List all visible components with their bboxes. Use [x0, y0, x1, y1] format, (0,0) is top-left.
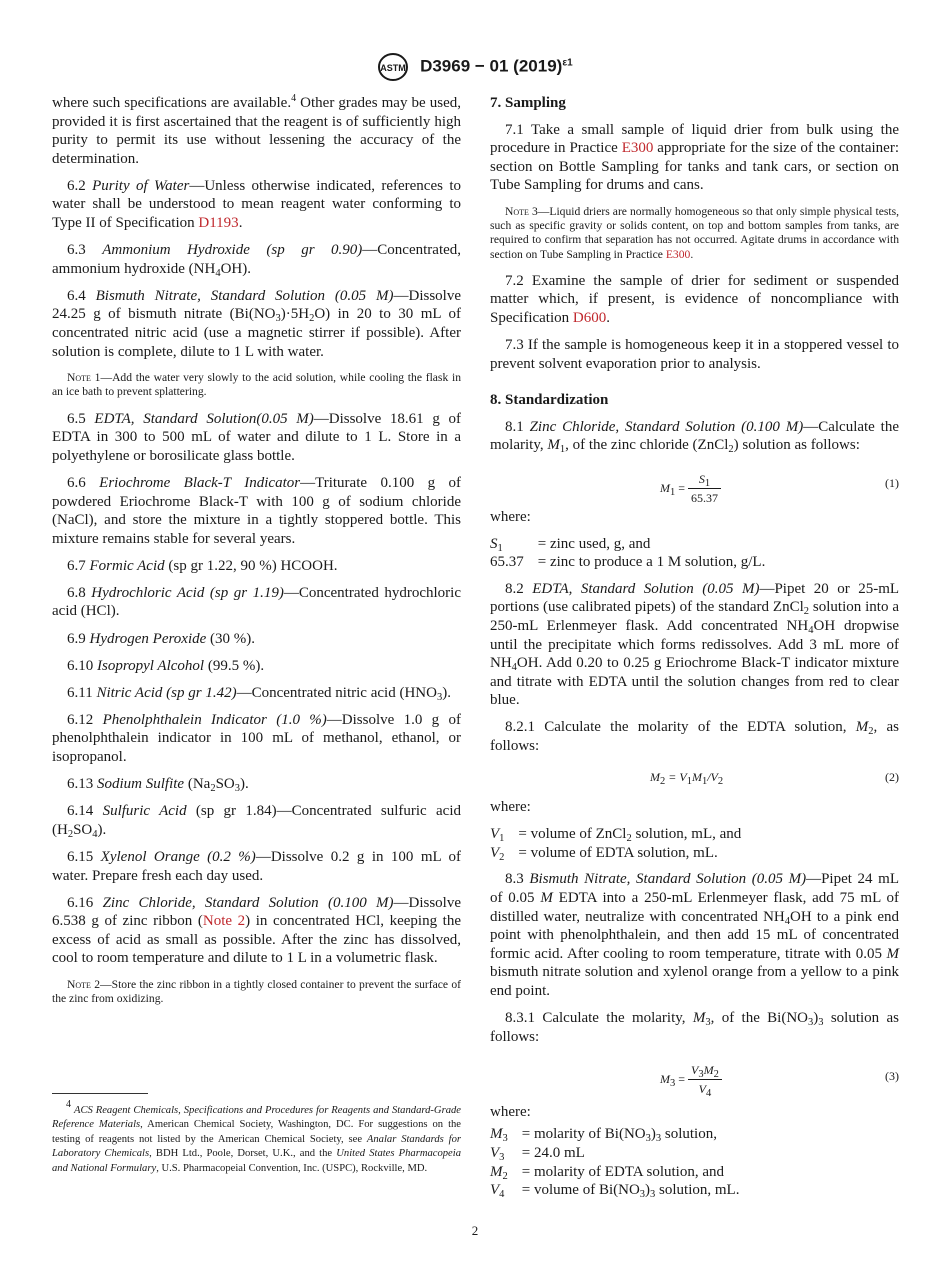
section-6-6: 6.6 Eriochrome Black-T Indicator—Triturate 0.100 g of powdered Eriochrome Black-T with 100 g of sodium chloride (NaCl), and store the mixture in a tightly stoppered bottle. This mixture remains stable for several years.	[52, 474, 461, 547]
link-d600[interactable]: D600	[572, 309, 607, 326]
section-6-2: 6.2 Purity of Water—Unless otherwise indicated, references to water shall be understood to mean reagent water conforming to Type II of Specification D1193.	[52, 177, 462, 232]
section-6-5: 6.5 EDTA, Standard Solution(0.05 M)—Dissolve 18.61 g of EDTA in 300 to 500 mL of water and dilute to 1 L. Store in a polyethylene or borosilicate glass bottle.	[52, 410, 461, 464]
section-6-15: 6.15 Xylenol Orange (0.2 %)—Dissolve 0.2 g in 100 mL of water. Prepare fresh each day used.	[52, 848, 462, 884]
variable-row: $V_3$ = 24.0 mL	[490, 1144, 585, 1163]
right-column	[490, 94, 899, 1208]
variable-row: $V_2$ = volume of EDTA solution, mL.	[490, 844, 718, 863]
footnote-ref: 4	[291, 93, 297, 104]
note-1: Note 1—Add the water very slowly to the acid solution, while cooling the flask in an ice bath to prevent splattering.	[52, 371, 461, 399]
section-6-14: 6.14 Sulfuric Acid (sp gr 1.84)—Concentrated sulfuric acid $(H_2SO_4)$.	[52, 803, 461, 840]
svg-text:ASTM: ASTM	[380, 63, 407, 73]
section-8-3-1: 8.3.1 Calculate the molarity, $M_3$, of the $Bi(NO_3)_3$ solution as follows:	[490, 1010, 900, 1045]
variable-list-2	[490, 825, 755, 862]
variable-list-1	[490, 535, 779, 572]
section-6-12: 6.12 Phenolphthalein Indicator (1.0 %)—Dissolve 1.0 g of phenolphthalein indicator in 100 mL of methanol, ethanol, or isopropanol.	[52, 711, 461, 766]
variable-row: $M_3$ = molarity of $Bi(NO_3)_3$ solution,	[490, 1126, 717, 1145]
footnote-divider	[52, 1093, 148, 1094]
note-3: Note 3—Liquid driers are normally homogeneous so that only simple physical tests, such as specific gravity or solids content, on top and bottom samples from tanks, are required to confirm that separation has not occurred. Agitate drums in accordance with section on Tube Sampling in Practice E300.	[490, 204, 899, 261]
section-6-7: 6.7 Formic Acid (sp gr 1.22, 90 %) HCOOH.	[67, 557, 338, 574]
section-8-1: 8.1 Zinc Chloride, Standard Solution (0.100 M)—Calculate the molarity, $M_1$, of the zinc chloride (ZnCl$_2$) solution as follows:	[490, 418, 899, 456]
equation-1: $M_1$ = $\frac{S_1}{65.37}$ (1)	[660, 471, 899, 506]
link-d1193[interactable]: D1193	[198, 215, 239, 232]
equation-number: (2)	[885, 770, 899, 785]
section-8-2-1: 8.2.1 Calculate the molarity of the EDTA solution, $M_2$, as follows:	[490, 719, 899, 755]
designation: D3969 − 01 (2019)	[420, 56, 563, 76]
link-note-2[interactable]: Note 2	[202, 913, 246, 930]
where-label: where:	[490, 508, 531, 525]
note-2: Note 2—Store the zinc ribbon in a tightly closed container to prevent the surface of the zinc from oxidizing.	[52, 977, 462, 1006]
paragraph-6-1-cont: where such specifications are available.$^4$ Other grades may be used, provided it is first ascertained that the reagent is of sufficiently high purity to permit its use without lessening the accuracy of the determination.	[52, 93, 462, 167]
page-number: 2	[471, 1223, 479, 1238]
section-6-13: 6.13 Sodium Sulfite $(Na_2SO_3)$.	[67, 776, 249, 795]
section-6-11: 6.11 Nitric Acid (sp gr 1.42)—Concentrated nitric acid $(HNO_3)$.	[67, 684, 451, 703]
variable-row: 65.37 = zinc to produce a 1 M solution, g/L.	[490, 554, 766, 571]
section-6-10: 6.10 Isopropyl Alcohol (99.5 %).	[67, 657, 265, 674]
section-6-8: 6.8 Hydrochloric Acid (sp gr 1.19)—Concentrated hydrochloric acid (HCl).	[52, 584, 462, 620]
where-label: where:	[490, 799, 531, 816]
equation-3: $M_3$ = $\frac{V_3M_2}{V_4}$ (3)	[660, 1062, 899, 1100]
equation-2: $M_2 = V_1M_1/V_2$ (2)	[650, 770, 899, 788]
variable-row: $V_4$ = volume of $Bi(NO_3)_3$ solution, mL.	[490, 1182, 740, 1201]
section-6-3: 6.3 Ammonium Hydroxide (sp gr 0.90)—Concentrated, ammonium hydroxide $(NH_4OH)$.	[52, 242, 462, 279]
where-label: where:	[490, 1103, 531, 1120]
link-e300-note[interactable]: E300	[665, 247, 691, 261]
variable-row: $V_1$ = volume of ZnCl$_2$ solution, mL, and	[490, 826, 742, 845]
footnote-4: $^4$ ACS Reagent Chemicals, Specifications and Procedures for Reagents and Standard-Grade Reference Materials, American Chemical Society, Washington, DC. For suggestions on the testing of reagents not listed by the American Chemical Society, see Analar Standards for Laboratory Chemicals, BDH Ltd., Poole, Dorset, U.K., and the United States Pharmacopeia and National Formulary, U.S. Pharmacopeial Convention, Inc. (USPC), Rockville, MD.	[52, 1099, 462, 1174]
section-7-1: 7.1 Take a small sample of liquid drier from bulk using the procedure in Practice E300 appropriate for the size of the container: section on Bottle Sampling for tanks and tank cars, or section on Tube Sampling for drums and cans.	[490, 121, 899, 194]
link-e300[interactable]: E300	[621, 140, 654, 157]
section-6-4: 6.4 Bismuth Nitrate, Standard Solution (0.05 M)—Dissolve 24.25 g of bismuth nitrate $(Bi(NO_3)\cdot 5H_2O)$ in 20 to 30 mL of concentrated nitric acid (use a magnetic stirrer if possible). After solution is complete, dilute to 1 L with water.	[52, 287, 461, 360]
section-8-2: 8.2 EDTA, Standard Solution (0.05 M)—Pipet 20 or 25-mL portions (use calibrated pipets) of the standard ZnCl$_2$ solution into a 250-mL Erlenmeyer flask. Add concentrated $NH_4OH$ dropwise until the precipitate which forms redissolves. Add 3 mL more of $NH_4OH$. Add 0.20 to 0.25 g Eriochrome Black-T indicator mixture and titrate with EDTA until the solution changes from red to clear blue.	[490, 580, 900, 709]
page-header	[0, 52, 950, 82]
heading-sampling: 7. Sampling	[490, 95, 566, 111]
variable-row: $S_1$ = zinc used, g, and	[490, 535, 651, 554]
section-6-16: 6.16 Zinc Chloride, Standard Solution (0.100 M)—Dissolve 6.538 g of zinc ribbon (Note 2) in concentrated HCl, keeping the excess of acid as small as possible. After the zinc has dissolved, cool to room temperature and dilute to 1 L in a volumetric flask.	[52, 894, 461, 967]
heading-standardization: 8. Standardization	[490, 392, 609, 409]
section-7-3: 7.3 If the sample is homogeneous keep it in a stoppered vessel to prevent solvent evaporation prior to analysis.	[490, 337, 899, 372]
section-8-3: 8.3 Bismuth Nitrate, Standard Solution (0.05 M)—Pipet 24 mL of 0.05 M EDTA into a 250-mL Erlenmeyer flask, add 75 mL of distilled water, neutralize with concentrated $NH_4OH$ to a pink end point with phenolphthalein, and then add 15 mL of concentrated formic acid. After cooling to room temperature, titrate with 0.05 M bismuth nitrate solution and xylenol orange from a yellow to a pink end point.	[490, 871, 900, 999]
equation-number: (3)	[885, 1068, 899, 1083]
variable-list-3	[490, 1125, 753, 1199]
section-7-2: 7.2 Examine the sample of drier for sediment or suspended matter which, if present, is evidence of noncompliance with Specification D600.	[490, 272, 899, 326]
left-column	[52, 94, 461, 1016]
epsilon-mark: ε1	[562, 57, 573, 69]
equation-number: (1)	[885, 475, 899, 490]
variable-row: $M_2$ = molarity of EDTA solution, and	[490, 1163, 724, 1182]
astm-logo-icon	[377, 52, 409, 82]
section-6-9: 6.9 Hydrogen Peroxide (30 %).	[67, 630, 256, 647]
